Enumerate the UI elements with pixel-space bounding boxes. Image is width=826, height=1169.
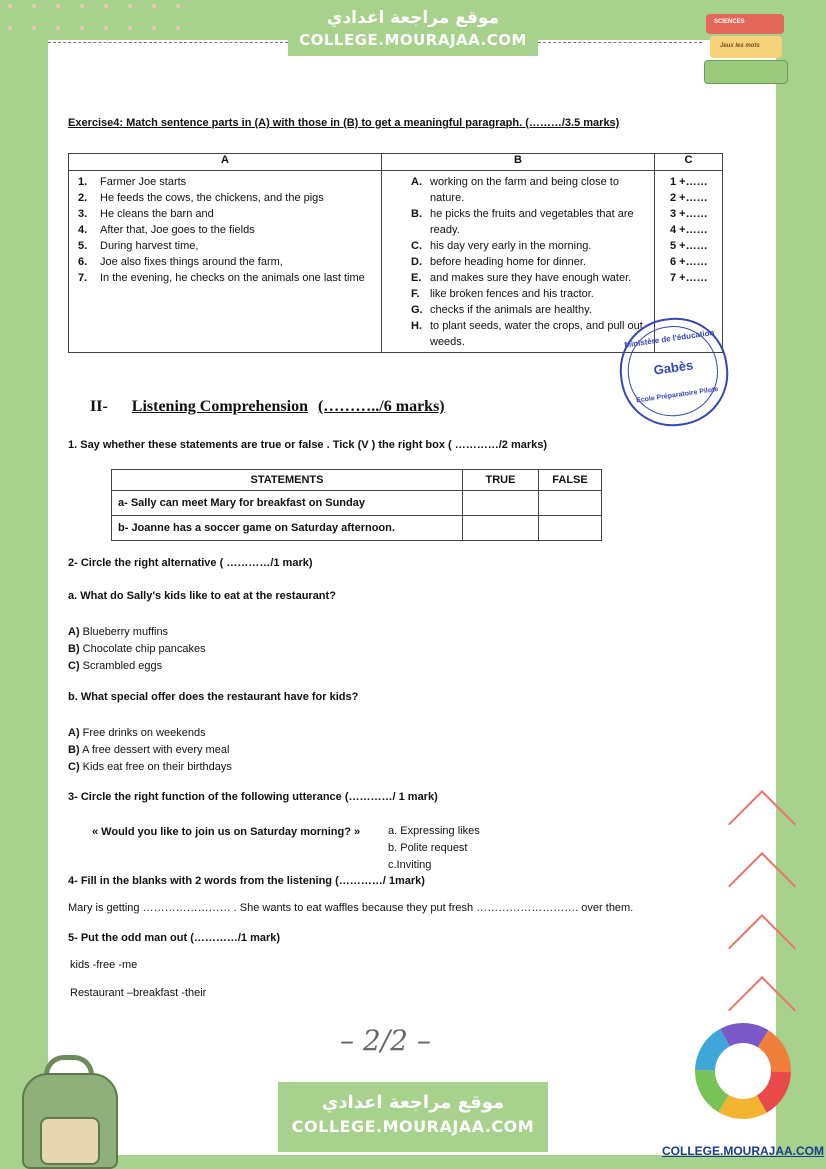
option[interactable]: C) Kids eat free on their birthdays	[68, 761, 232, 773]
table-row	[112, 516, 602, 541]
answer-slot[interactable]: 4 +……	[670, 224, 708, 236]
corner-logo-text[interactable]: COLLEGE.MOURAJAA.COM	[662, 1144, 824, 1158]
section-heading	[90, 398, 445, 416]
question2a-options	[68, 624, 206, 675]
list-item: 1. Farmer Joe starts	[78, 176, 187, 188]
stamp-ring-top: Ministère de l'éducation	[623, 328, 715, 350]
column-header-b: B	[382, 154, 655, 171]
true-checkbox[interactable]	[463, 491, 539, 516]
list-item: 2. He feeds the cows, the chickens, and the pigs	[78, 192, 324, 204]
question2a-text: a. What do Sally's kids like to eat at the restaurant?	[68, 590, 336, 602]
section-title: Listening Comprehension	[131, 398, 308, 415]
header-rule	[48, 42, 288, 43]
question2b-options	[68, 725, 232, 776]
top-banner	[288, 0, 538, 56]
column-header-c: C	[655, 154, 723, 171]
list-item: C. his day very early in the morning.	[411, 240, 592, 252]
site-logo	[694, 1022, 792, 1120]
option[interactable]: B) A free dessert with every meal	[68, 744, 230, 756]
column-a-cell	[69, 171, 382, 353]
stamp-center-text: Gabès	[652, 357, 695, 378]
option[interactable]: A) Blueberry muffins	[68, 626, 169, 638]
option[interactable]: a. Expressing likes	[388, 825, 480, 837]
list-item: 3. He cleans the barn and	[78, 208, 214, 220]
question1-title: 1. Say whether these statements are true or false . Tick (V ) the right box ( …………/2 marks)	[68, 439, 548, 451]
colorful-ring-icon	[694, 1022, 792, 1120]
banner-site-url[interactable]: COLLEGE.MOURAJAA.COM	[291, 1117, 535, 1136]
question2b-text: b. What special offer does the restaurant have for kids?	[68, 691, 359, 703]
list-item: D. before heading home for dinner.	[411, 256, 586, 268]
option[interactable]: c.Inviting	[388, 859, 432, 871]
answer-slot[interactable]: 7 +……	[670, 272, 708, 284]
book-label: Jeux les mots	[720, 43, 760, 49]
exercise4-title: Exercise4: Match sentence parts in (A) with those in (B) to get a meaningful paragraph. (………/3.5 marks)	[68, 117, 620, 129]
list-item: G. checks if the animals are healthy.	[411, 304, 592, 316]
statement-text: b- Joanne has a soccer game on Saturday afternoon.	[112, 516, 463, 541]
utterance-text: « Would you like to join us on Saturday morning? »	[92, 826, 361, 838]
list-item: 6. Joe also fixes things around the farm,	[78, 256, 283, 268]
matching-table	[68, 153, 723, 353]
false-header: FALSE	[539, 470, 602, 491]
answer-slots	[656, 174, 721, 286]
list-item: H. to plant seeds, water the crops, and pull out weeds.	[411, 320, 643, 348]
list-item: F. like broken fences and his tractor.	[411, 288, 594, 300]
answer-slot[interactable]: 3 +……	[670, 208, 708, 220]
statements-table	[111, 469, 602, 541]
banner-arabic-title: موقع مراجعة اعدادي	[321, 1092, 505, 1113]
column-b-list	[383, 174, 650, 350]
answer-slot[interactable]: 6 +……	[670, 256, 708, 268]
question3-title: 3- Circle the right function of the following utterance (…………/ 1 mark)	[68, 791, 438, 803]
function-options	[388, 823, 480, 874]
true-checkbox[interactable]	[463, 516, 539, 541]
bottom-banner	[278, 1082, 548, 1152]
header-rule	[538, 42, 702, 43]
list-item: 4. After that, Joe goes to the fields	[78, 224, 255, 236]
page-number: – 2/2 –	[340, 1024, 431, 1057]
answer-slot[interactable]: 2 +……	[670, 192, 708, 204]
odd-man-out-line[interactable]: kids -free -me	[70, 959, 138, 971]
false-checkbox[interactable]	[539, 516, 602, 541]
question5-title: 5- Put the odd man out (…………/1 mark)	[68, 932, 281, 944]
false-checkbox[interactable]	[539, 491, 602, 516]
section-number: II-	[90, 398, 108, 415]
option[interactable]: B) Chocolate chip pancakes	[68, 643, 206, 655]
list-item: B. he picks the fruits and vegetables that are ready.	[411, 208, 634, 236]
stamp-ring-bottom: Ecole Préparatoire Pilote	[635, 386, 719, 405]
true-header: TRUE	[463, 470, 539, 491]
books-stack-icon	[702, 10, 792, 90]
backpack-icon	[14, 1055, 124, 1165]
answer-slot[interactable]: 5 +……	[670, 240, 708, 252]
statements-header: STATEMENTS	[112, 470, 463, 491]
column-b-cell	[382, 171, 655, 353]
odd-man-out-line[interactable]: Restaurant –breakfast -their	[70, 987, 207, 999]
column-a-list	[70, 174, 380, 286]
banner-site-url[interactable]: COLLEGE.MOURAJAA.COM	[299, 31, 527, 49]
banner-arabic-title: موقع مراجعة اعدادي	[326, 8, 500, 28]
list-item: E. and makes sure they have enough water.	[411, 272, 632, 284]
answer-slot[interactable]: 1 +……	[670, 176, 708, 188]
list-item: 7. In the evening, he checks on the animals one last time	[78, 272, 365, 284]
table-row	[112, 491, 602, 516]
book-label: SCIENCES	[714, 19, 745, 25]
fill-blank-sentence[interactable]: Mary is getting …………………… . She wants to eat waffles because they put fresh ………………………. over them.	[68, 902, 634, 914]
option[interactable]: C) Scrambled eggs	[68, 660, 163, 672]
question2-title: 2- Circle the right alternative ( …………/1 mark)	[68, 557, 313, 569]
option[interactable]: A) Free drinks on weekends	[68, 727, 206, 739]
list-item: 5. During harvest time,	[78, 240, 199, 252]
column-header-a: A	[69, 154, 382, 171]
statement-text: a- Sally can meet Mary for breakfast on Sunday	[112, 491, 463, 516]
question4-title: 4- Fill in the blanks with 2 words from the listening (…………/ 1mark)	[68, 875, 425, 887]
option[interactable]: b. Polite request	[388, 842, 468, 854]
list-item: A. working on the farm and being close to nature.	[411, 176, 619, 204]
section-marks: (………../6 marks)	[317, 398, 445, 415]
